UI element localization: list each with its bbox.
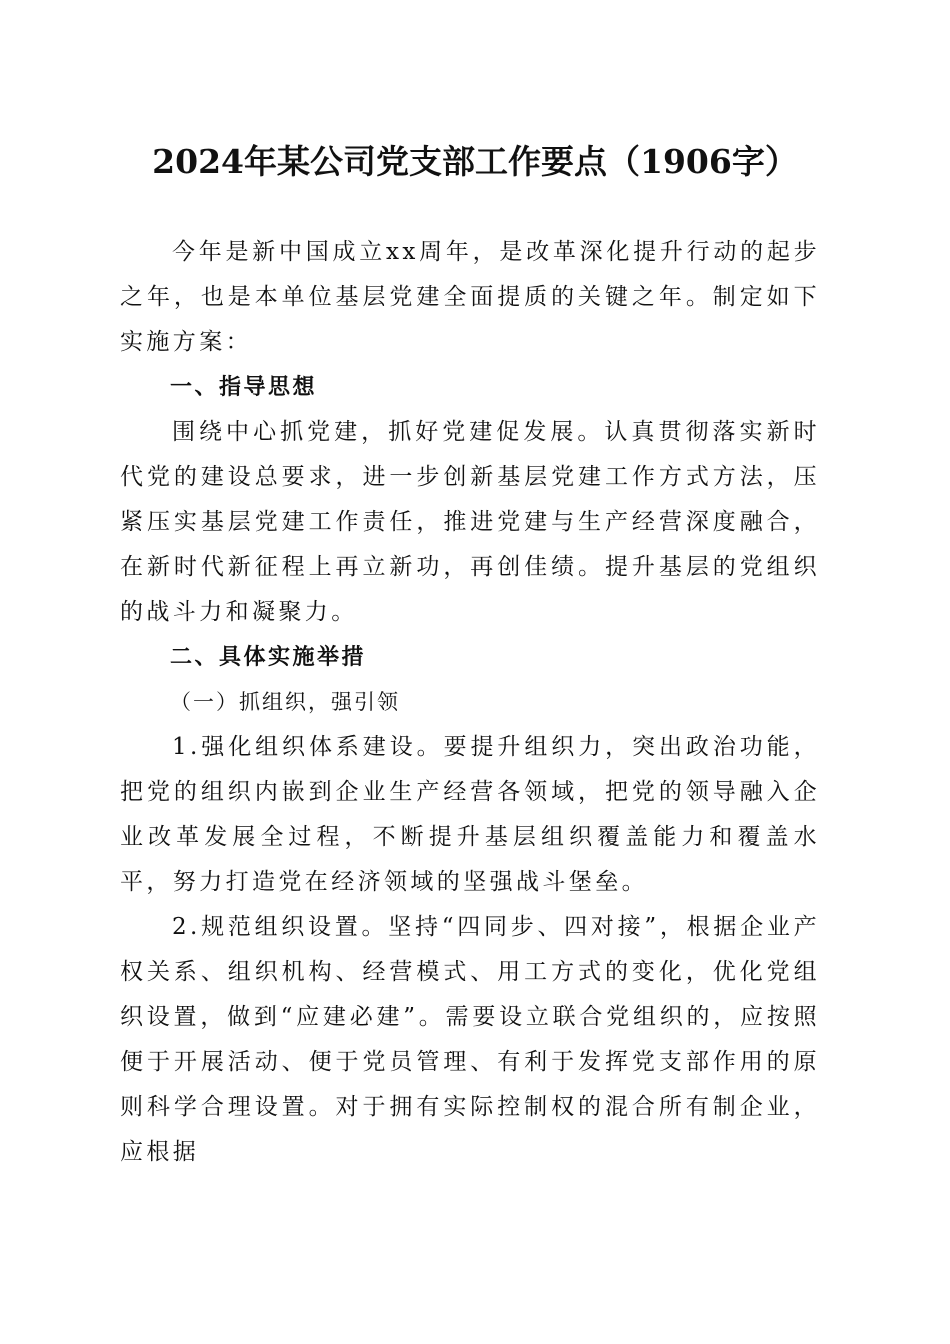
document-body <box>120 230 820 1175</box>
item-1-paragraph: 1.强化组织体系建设。要提升组织力，突出政治功能，把党的组织内嵌到企业生产经营各领域，把党的领导融入企业改革发展全过程，不断提升基层组织覆盖能力和覆盖水平，努力打造党在经济领域的坚强战斗堡垒。 <box>120 734 820 895</box>
subsection-heading-organization: （一）抓组织，强引领 <box>170 690 400 714</box>
document-title: 2024年某公司党支部工作要点（1906字） <box>152 142 798 181</box>
item-2-paragraph: 2.规范组织设置。坚持“四同步、四对接”，根据企业产权关系、组织机构、经营模式、用工方式的变化，优化党组织设置，做到“应建必建”。需要设立联合党组织的，应按照便于开展活动、便于党员管理、有利于发挥党支部作用的原则科学合理设置。对于拥有实际控制权的混合所有制企业，应根据 <box>120 914 820 1165</box>
section-heading-measures: 二、具体实施举措 <box>170 645 367 670</box>
section-heading-guiding-ideology: 一、指导思想 <box>170 375 318 400</box>
intro-paragraph: 今年是新中国成立xx周年，是改革深化提升行动的起步之年，也是本单位基层党建全面提质的关键之年。制定如下实施方案： <box>120 239 820 355</box>
guiding-ideology-paragraph: 围绕中心抓党建，抓好党建促发展。认真贯彻落实新时代党的建设总要求，进一步创新基层党建工作方式方法，压紧压实基层党建工作责任，推进党建与生产经营深度融合，在新时代新征程上再立新功，再创佳绩。提升基层的党组织的战斗力和凝聚力。 <box>120 419 820 625</box>
